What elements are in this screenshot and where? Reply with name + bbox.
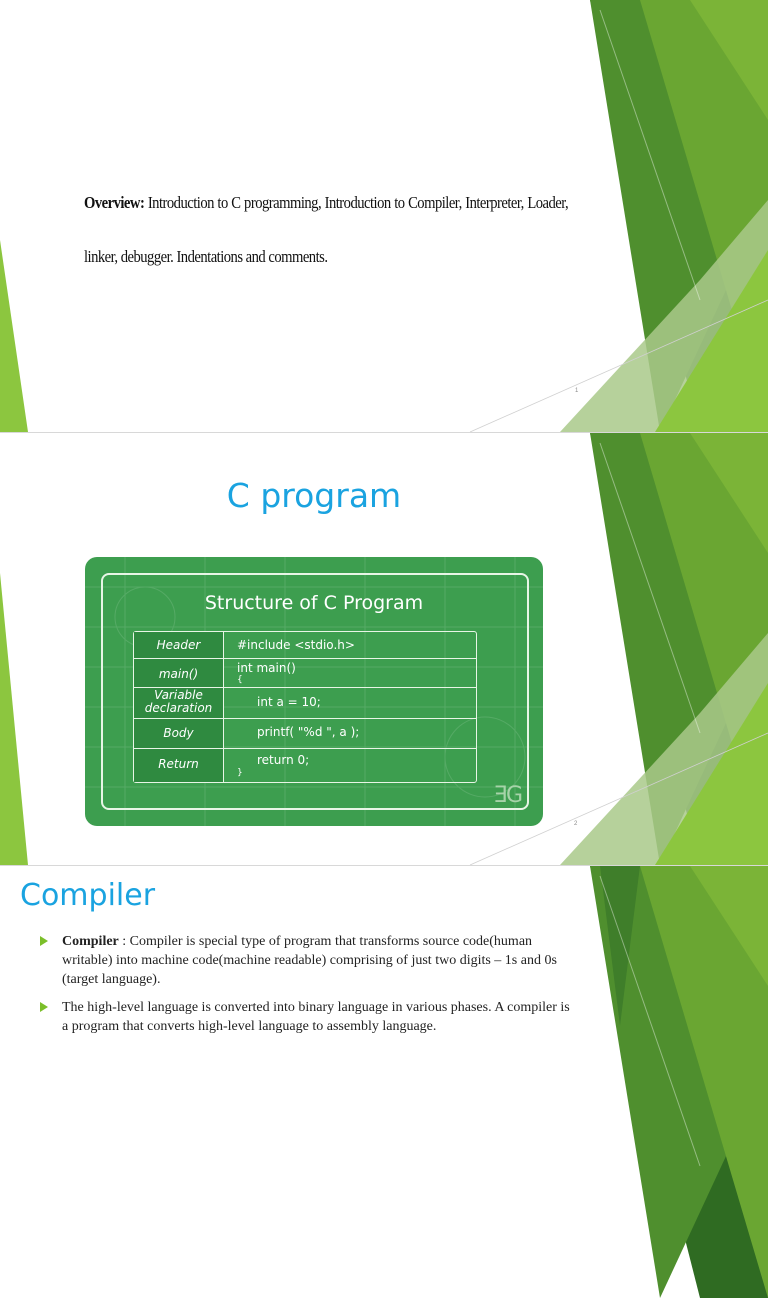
geeksforgeeks-logo: ƎG <box>494 783 521 808</box>
code-printf: printf( "%d ", a ); <box>257 725 360 739</box>
row-label-variable: Variable declaration <box>144 688 213 715</box>
bullet-text <box>62 932 572 989</box>
code-open-brace: { <box>237 675 243 685</box>
bullet-body: : Compiler is special type of program that transforms source code(human writable) into machine code(machine readable) comprising of just two digits – 1s and 0s (target language). <box>62 934 557 987</box>
overview-text: Introduction to C programming, Introduction to Compiler, Interpreter, Loader, linker, debugger. Indentations and comments. <box>84 193 569 266</box>
row-label-body: Body <box>163 726 194 740</box>
structure-table <box>133 631 477 783</box>
bullet-arrow-icon <box>40 936 48 946</box>
column-divider <box>223 632 224 782</box>
bullet-text: The high-level language is converted into binary language in various phases. A compiler is a program that converts high-level language to assembly language. <box>62 1000 570 1034</box>
code-return: return 0; <box>257 753 310 767</box>
code-declaration: int a = 10; <box>257 695 321 709</box>
slide-title: Compiler <box>20 878 156 913</box>
code-close-brace: } <box>237 768 243 778</box>
row-label-return: Return <box>158 757 199 771</box>
row-divider <box>134 718 476 719</box>
row-divider <box>134 748 476 749</box>
slide-1 <box>0 0 768 432</box>
green-triangle-decoration <box>0 866 768 1298</box>
card-title: Structure of C Program <box>204 592 424 614</box>
row-label-main: main() <box>158 667 199 681</box>
structure-card <box>85 557 543 826</box>
row-label-header: Header <box>156 638 201 652</box>
bullet-compiler-definition <box>40 932 570 992</box>
bullet-high-level-language <box>40 998 570 1034</box>
page-number: 1 <box>575 388 579 394</box>
slide-title: C program <box>226 476 402 515</box>
overview-paragraph <box>84 176 568 284</box>
code-include: #include <stdio.h> <box>237 638 355 652</box>
overview-label: Overview: <box>84 193 145 212</box>
bullet-arrow-icon <box>40 1002 48 1012</box>
page-number: 2 <box>574 821 578 827</box>
code-main: int main() <box>237 661 296 675</box>
bullet-bold-term: Compiler <box>62 934 119 949</box>
row-divider <box>134 658 476 659</box>
